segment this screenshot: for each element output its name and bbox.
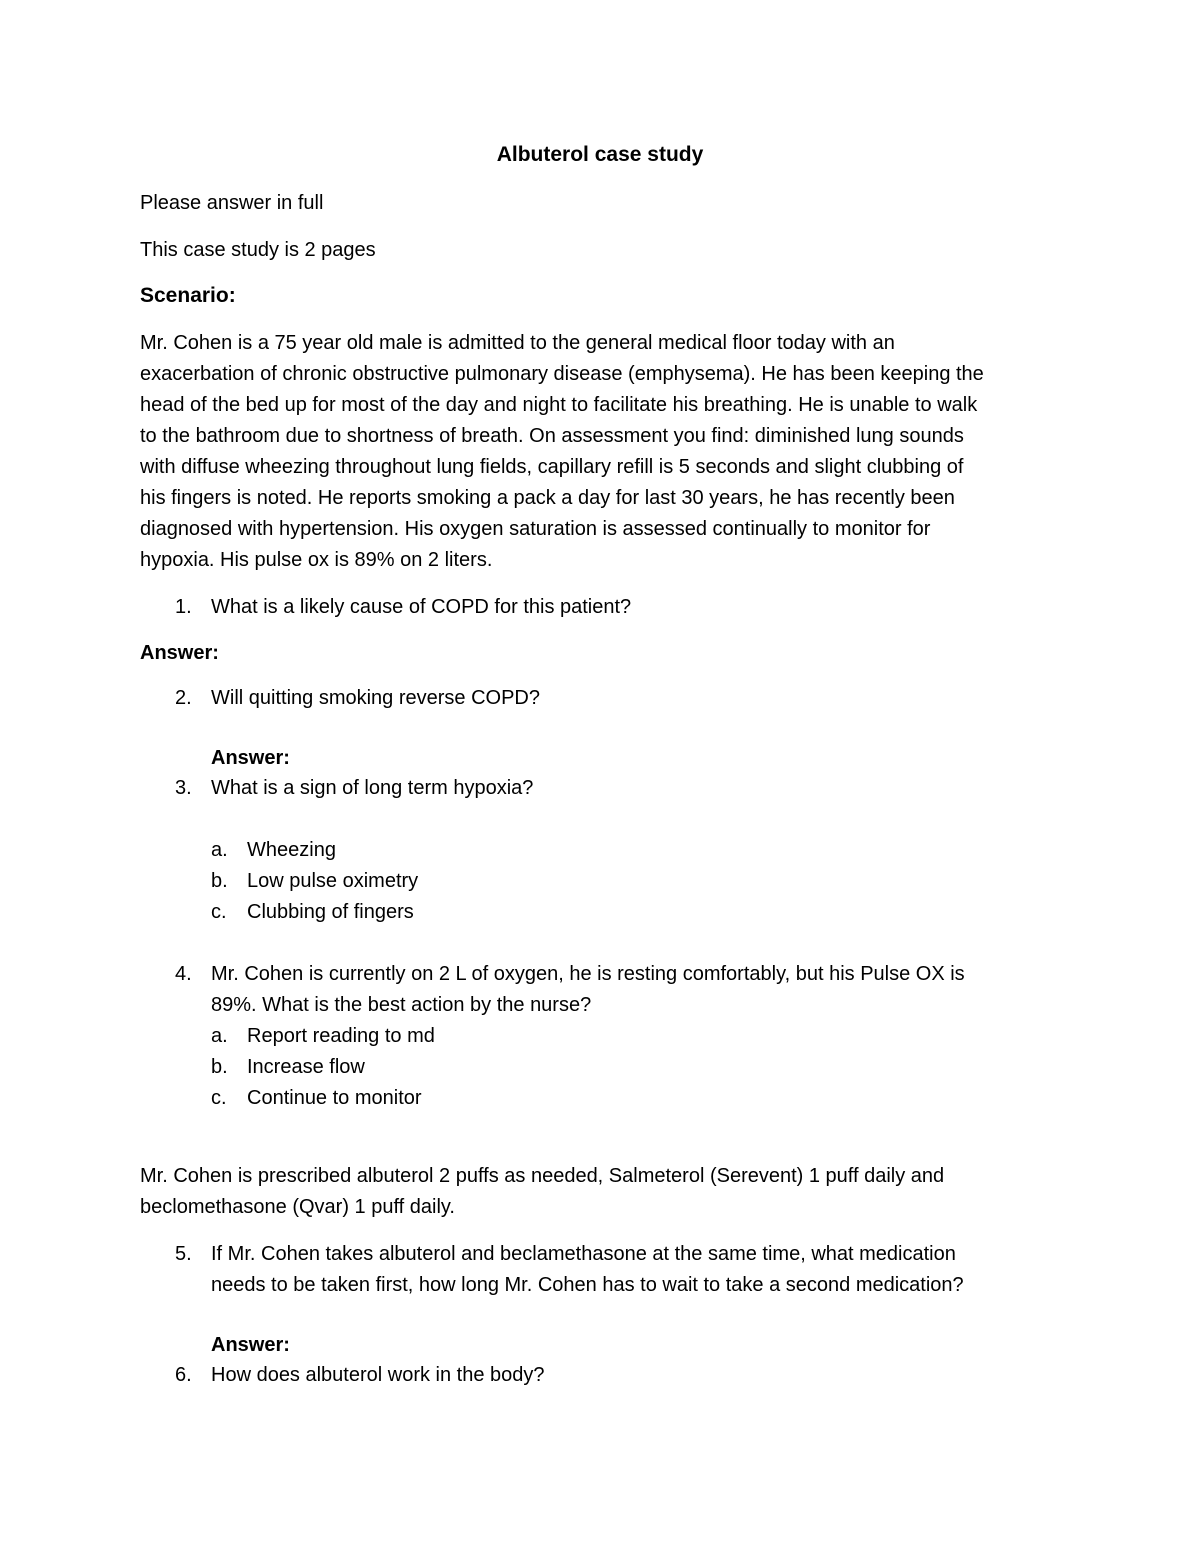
answer-1-label: Answer: <box>140 642 219 664</box>
question-6-text: How does albuterol work in the body? <box>211 1364 545 1386</box>
option-letter: b. <box>211 870 228 892</box>
scenario-line: his fingers is noted. He reports smoking a pack a day for last 30 years, he has recently been <box>140 487 955 509</box>
question-3-number: 3. <box>175 777 192 799</box>
option-letter: a. <box>211 839 228 861</box>
option-text: Report reading to md <box>247 1025 435 1047</box>
scenario-line: head of the bed up for most of the day and night to facilitate his breathing. He is unable to walk <box>140 394 978 416</box>
intro-instruction: Please answer in full <box>140 192 324 214</box>
question-1-number: 1. <box>175 596 192 618</box>
option-text: Clubbing of fingers <box>247 901 414 923</box>
prescription-line: Mr. Cohen is prescribed albuterol 2 puffs as needed, Salmeterol (Serevent) 1 puff daily and <box>140 1165 945 1187</box>
scenario-line: hypoxia. His pulse ox is 89% on 2 liters. <box>140 549 493 571</box>
scenario-line: with diffuse wheezing throughout lung fields, capillary refill is 5 seconds and slight clubbing of <box>140 456 964 478</box>
question-4-number: 4. <box>175 963 192 985</box>
question-3-text: What is a sign of long term hypoxia? <box>211 777 534 799</box>
option-text: Increase flow <box>247 1056 365 1078</box>
scenario-line: to the bathroom due to shortness of breath. On assessment you find: diminished lung sounds <box>140 425 964 447</box>
question-2-text: Will quitting smoking reverse COPD? <box>211 687 540 709</box>
scenario-line: Mr. Cohen is a 75 year old male is admitted to the general medical floor today with an <box>140 332 895 354</box>
intro-page-count: This case study is 2 pages <box>140 239 376 261</box>
option-text: Continue to monitor <box>247 1087 422 1109</box>
option-letter: b. <box>211 1056 228 1078</box>
page-title: Albuterol case study <box>496 143 704 166</box>
option-text: Wheezing <box>247 839 336 861</box>
question-2-number: 2. <box>175 687 192 709</box>
question-5-line: needs to be taken first, how long Mr. Cohen has to wait to take a second medication? <box>211 1274 964 1296</box>
question-5-number: 5. <box>175 1243 192 1265</box>
scenario-heading: Scenario: <box>140 284 236 307</box>
question-6-number: 6. <box>175 1364 192 1386</box>
question-4-line: 89%. What is the best action by the nurse? <box>211 994 592 1016</box>
answer-5-label: Answer: <box>211 1334 290 1356</box>
prescription-line: beclomethasone (Qvar) 1 puff daily. <box>140 1196 455 1218</box>
option-letter: a. <box>211 1025 228 1047</box>
answer-2-label: Answer: <box>211 747 290 769</box>
option-letter: c. <box>211 1087 227 1109</box>
option-letter: c. <box>211 901 227 923</box>
scenario-line: diagnosed with hypertension. His oxygen saturation is assessed continually to monitor for <box>140 518 931 540</box>
option-text: Low pulse oximetry <box>247 870 419 892</box>
question-5-line: If Mr. Cohen takes albuterol and beclamethasone at the same time, what medication <box>211 1243 956 1265</box>
scenario-line: exacerbation of chronic obstructive pulmonary disease (emphysema). He has been keeping the <box>140 363 984 385</box>
question-4-line: Mr. Cohen is currently on 2 L of oxygen, he is resting comfortably, but his Pulse OX is <box>211 963 965 985</box>
question-1-text: What is a likely cause of COPD for this patient? <box>211 596 632 618</box>
